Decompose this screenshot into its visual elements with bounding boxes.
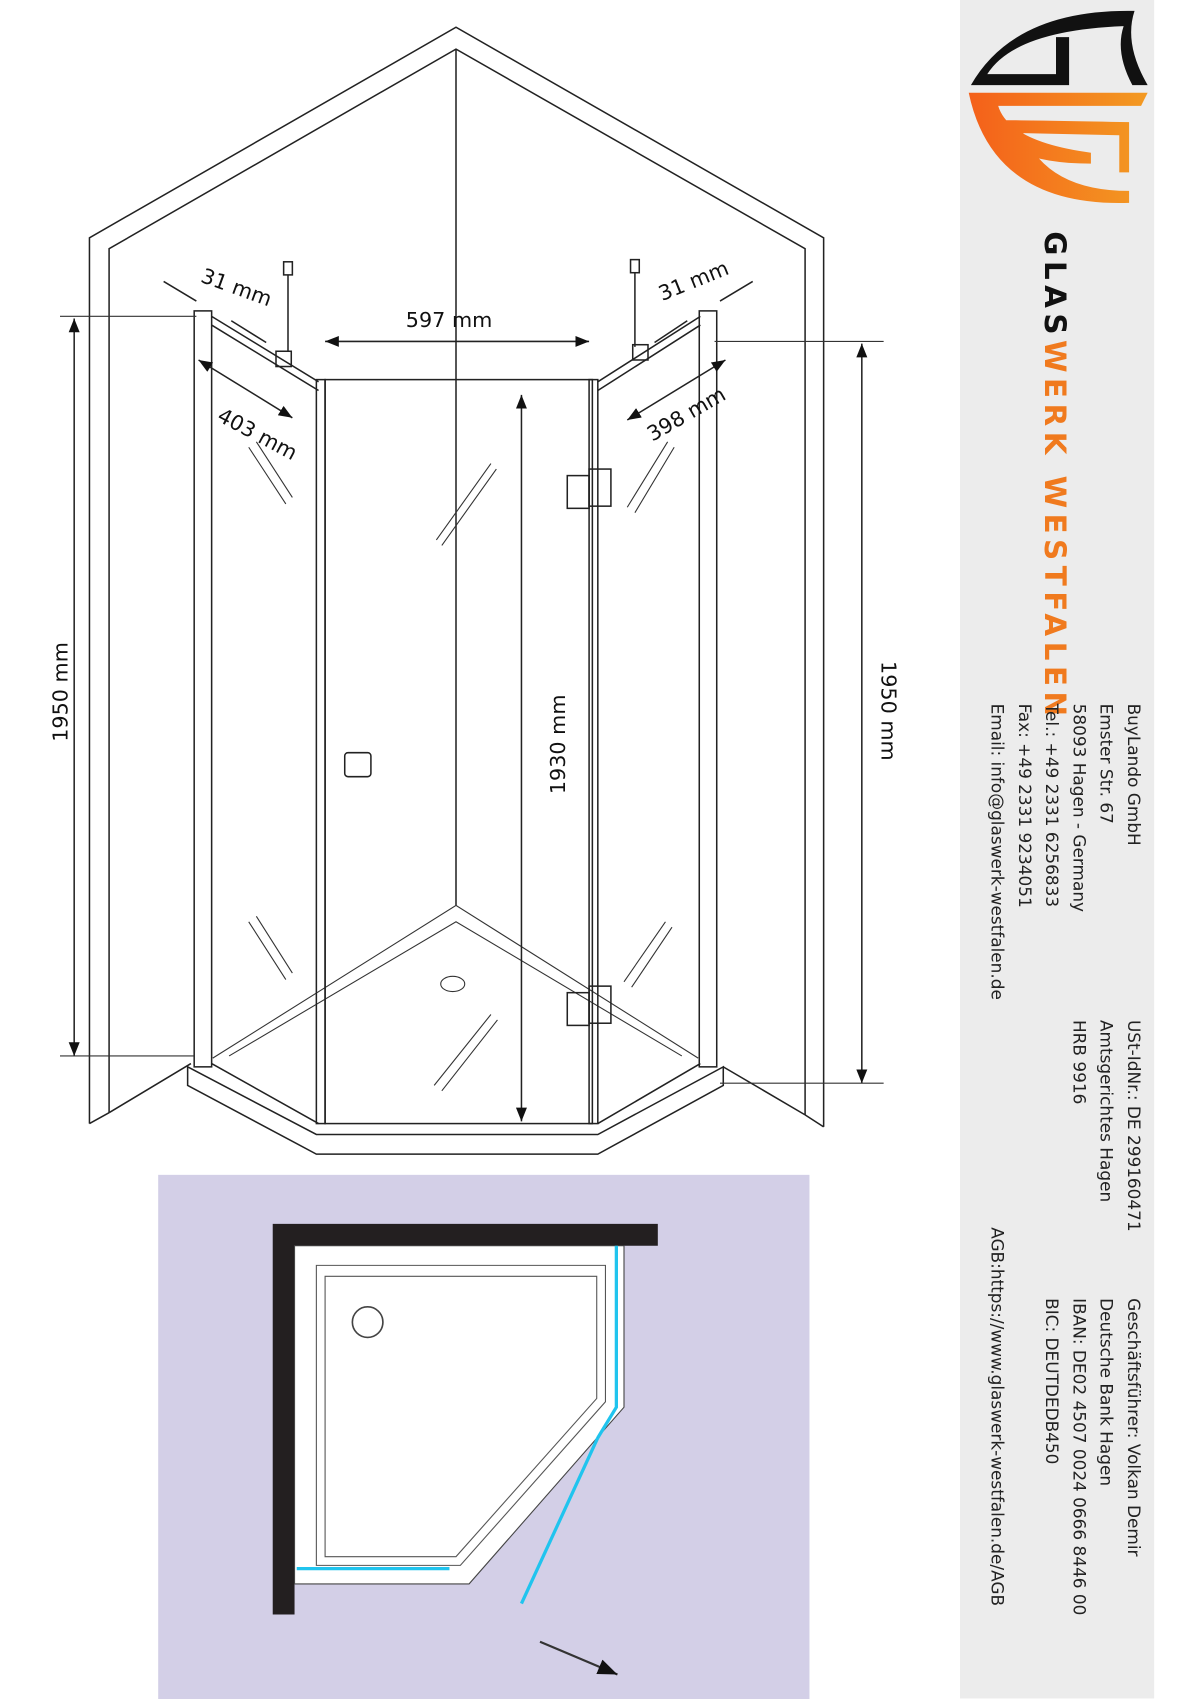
bic: BIC: DEUTDEDB450 <box>1042 1298 1063 1465</box>
agb-link[interactable]: AGB:https://www.glaswerk-westfalen.de/AGB <box>987 1227 1008 1607</box>
floor-plan <box>158 1175 809 1699</box>
vat-id: USt-IdNr.: DE 299160471 <box>1123 1019 1145 1232</box>
wall-bracket-right <box>631 260 648 360</box>
svg-text:GLASWERK WESTFALEN: GLASWERK WESTFALEN <box>1038 231 1073 722</box>
register-number: HRB 9916 <box>1069 1019 1090 1105</box>
email: Email: info@glaswerk-westfalen.de <box>987 703 1008 1000</box>
dimension-lines <box>60 281 884 1121</box>
address-street: Emster Str. 67 <box>1096 703 1117 824</box>
court: Amtsgerichtes Hagen <box>1096 1019 1117 1203</box>
hinge-bottom <box>567 986 611 1025</box>
dim-right-offset: 31 mm <box>655 255 733 306</box>
iban: IBAN: DE02 4507 0024 0666 8446 00 <box>1069 1298 1090 1616</box>
dim-door-width: 597 mm <box>405 308 493 333</box>
hinge-top <box>567 469 611 508</box>
dim-left-offset: 31 mm <box>197 263 276 312</box>
shower-tray <box>188 905 724 1154</box>
fax: Fax: +49 2331 9234051 <box>1014 703 1035 908</box>
address-city: 58093 Hagen - Germany <box>1069 703 1090 913</box>
dim-right-height: 1950 mm <box>876 661 901 761</box>
dim-right-panel: 398 mm <box>642 382 730 447</box>
bank-name: Deutsche Bank Hagen <box>1096 1298 1117 1487</box>
brand-name <box>1038 231 1072 721</box>
dim-left-panel: 403 mm <box>213 403 302 466</box>
wall-bracket-left <box>276 262 292 367</box>
company-name: BuyLando GmbH <box>1123 703 1145 846</box>
dim-left-height: 1950 mm <box>48 642 73 742</box>
dimension-labels <box>49 256 901 794</box>
dim-door-height: 1930 mm <box>546 694 571 795</box>
managing-director: Geschäftsführer: Volkan Demir <box>1123 1298 1145 1557</box>
door-handle <box>345 753 371 777</box>
walls <box>89 27 823 1127</box>
phone: Tel.: +49 2331 6256833 <box>1042 703 1063 908</box>
